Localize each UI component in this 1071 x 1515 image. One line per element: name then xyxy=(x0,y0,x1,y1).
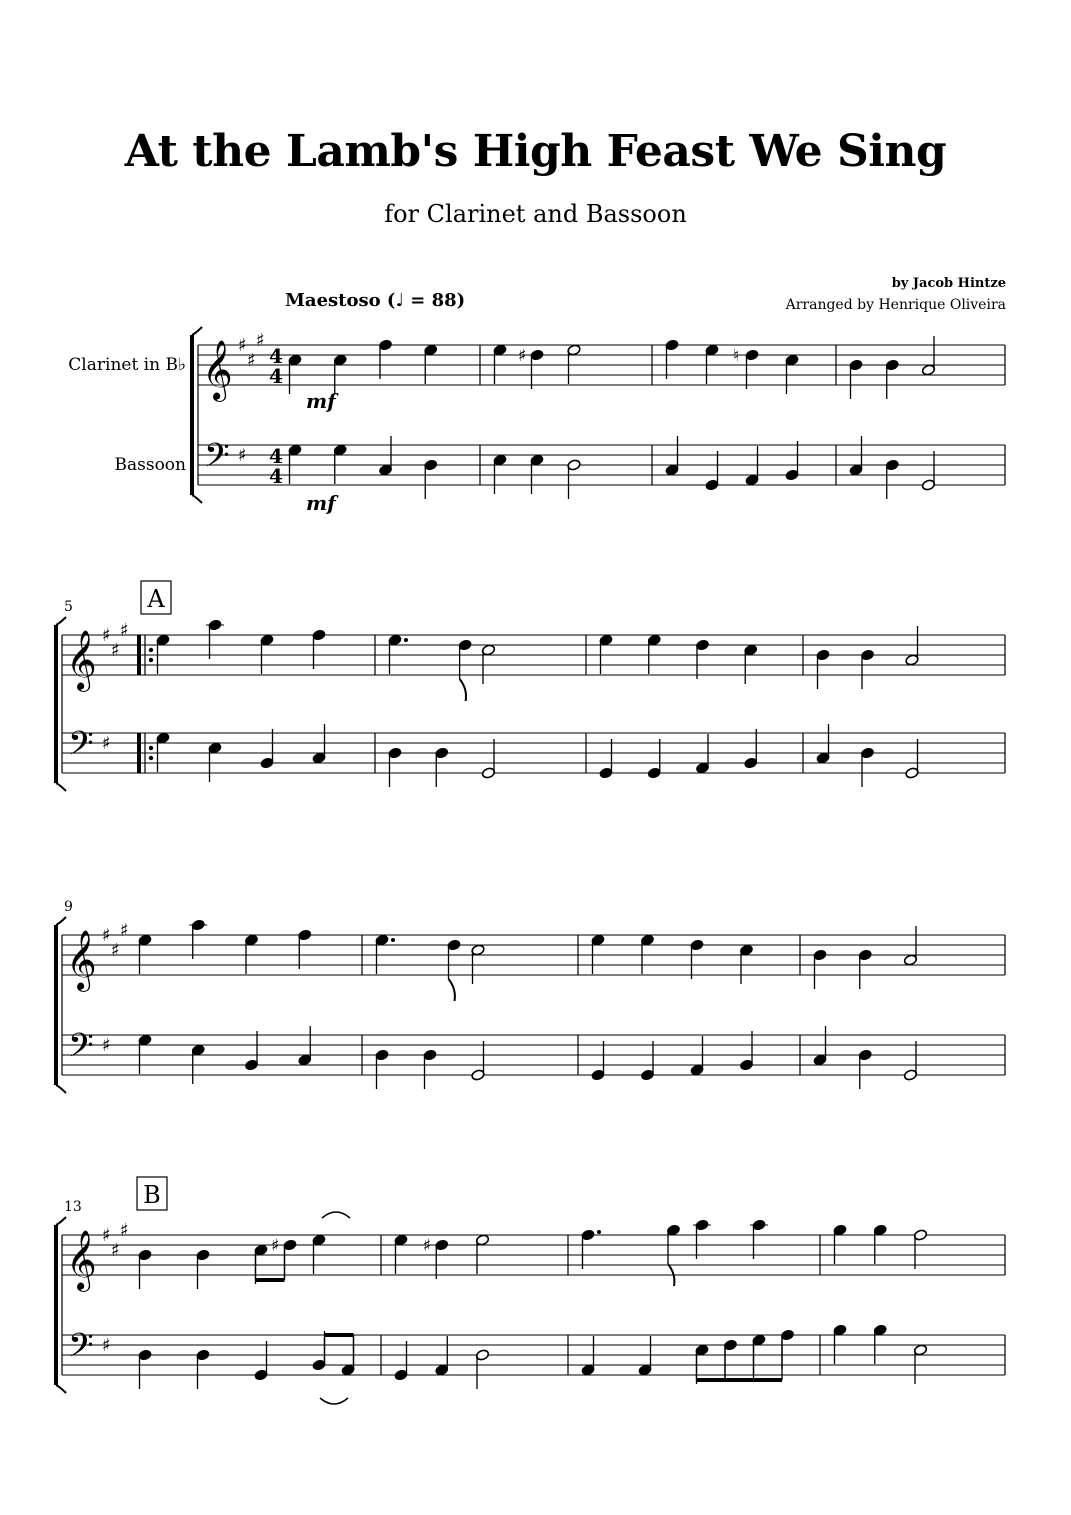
rehearsal-mark-label: B xyxy=(143,1181,161,1209)
key-signature-sharp: ♯ xyxy=(102,1225,111,1246)
tempo-open-paren: ( xyxy=(386,290,396,311)
key-signature-sharp: ♯ xyxy=(256,330,265,351)
time-signature-top: 4 xyxy=(269,444,283,468)
dot xyxy=(404,638,408,642)
key-signature-sharp: ♯ xyxy=(120,620,129,641)
key-signature-sharp: ♯ xyxy=(111,940,120,961)
bracket-hook-top xyxy=(56,1217,66,1225)
key-signature-sharp: ♯ xyxy=(238,445,247,466)
instrument-name-bassoon: Bassoon xyxy=(114,455,186,475)
sharp-accidental: ♯ xyxy=(422,1236,431,1256)
tempo-bpm: = 88 xyxy=(410,290,457,311)
dynamic-mf-bassoon: mf xyxy=(306,491,336,515)
sharp-accidental: ♯ xyxy=(518,346,527,366)
slur xyxy=(320,1398,348,1404)
repeat-dot xyxy=(149,746,153,750)
key-signature-sharp: ♯ xyxy=(102,625,111,646)
key-signature-sharp: ♯ xyxy=(111,640,120,661)
measure-number: 9 xyxy=(64,899,73,915)
key-signature-sharp: ♯ xyxy=(120,1220,129,1241)
dot xyxy=(391,938,395,942)
repeat-dot xyxy=(149,658,153,662)
bass-clef-icon: 𝄢 xyxy=(68,1027,94,1073)
measure-number: 5 xyxy=(64,599,73,615)
bracket-hook-bottom xyxy=(192,495,202,503)
instrument-name-clarinet: Clarinet in B♭ xyxy=(68,355,186,375)
dynamic-mf-clarinet: mf xyxy=(306,389,336,413)
bracket-hook-top xyxy=(56,917,66,925)
bracket-hook-bottom xyxy=(56,783,66,791)
key-signature-sharp: ♯ xyxy=(102,1335,111,1356)
key-signature-sharp: ♯ xyxy=(102,733,111,754)
time-signature-top: 4 xyxy=(269,344,283,368)
repeat-dot xyxy=(149,648,153,652)
bracket-hook-top xyxy=(192,327,202,335)
key-signature-sharp: ♯ xyxy=(120,920,129,941)
treble-clef-icon: 𝄞 xyxy=(66,630,97,690)
key-signature-sharp: ♯ xyxy=(111,1240,120,1261)
dot xyxy=(597,1230,601,1234)
bracket-hook-bottom xyxy=(56,1085,66,1093)
key-signature-sharp: ♯ xyxy=(247,350,256,371)
eighth-flag xyxy=(460,679,466,701)
treble-clef-icon: 𝄞 xyxy=(202,340,233,400)
repeat-dot xyxy=(149,756,153,760)
rehearsal-mark-label: A xyxy=(147,585,165,613)
key-signature-sharp: ♯ xyxy=(102,925,111,946)
treble-clef-icon: 𝄞 xyxy=(66,930,97,990)
sharp-accidental: ♯ xyxy=(271,1236,280,1256)
tempo-word: Maestoso xyxy=(285,290,381,311)
key-signature-sharp: ♯ xyxy=(238,335,247,356)
page-subtitle: for Clarinet and Bassoon xyxy=(384,200,687,228)
quarter-note-icon: ♩ xyxy=(395,290,404,311)
natural-accidental: ♮ xyxy=(733,346,740,366)
bracket-hook-top xyxy=(56,617,66,625)
key-signature-sharp: ♯ xyxy=(102,1035,111,1056)
eighth-flag xyxy=(449,979,455,1001)
arranger-credit: Arranged by Henrique Oliveira xyxy=(785,297,1006,313)
bracket-hook-bottom xyxy=(56,1385,66,1393)
measure-number: 13 xyxy=(64,1199,82,1215)
time-signature-bottom: 4 xyxy=(269,464,283,488)
treble-clef-icon: 𝄞 xyxy=(66,1230,97,1290)
bass-clef-icon: 𝄢 xyxy=(204,437,230,483)
composer-credit: by Jacob Hintze xyxy=(891,276,1006,291)
time-signature-bottom: 4 xyxy=(269,364,283,388)
tempo-close-paren: ) xyxy=(456,290,466,311)
bass-clef-icon: 𝄢 xyxy=(68,725,94,771)
bass-clef-icon: 𝄢 xyxy=(68,1327,94,1373)
slur xyxy=(322,1212,350,1218)
page-title: At the Lamb's High Feast We Sing xyxy=(124,126,947,177)
